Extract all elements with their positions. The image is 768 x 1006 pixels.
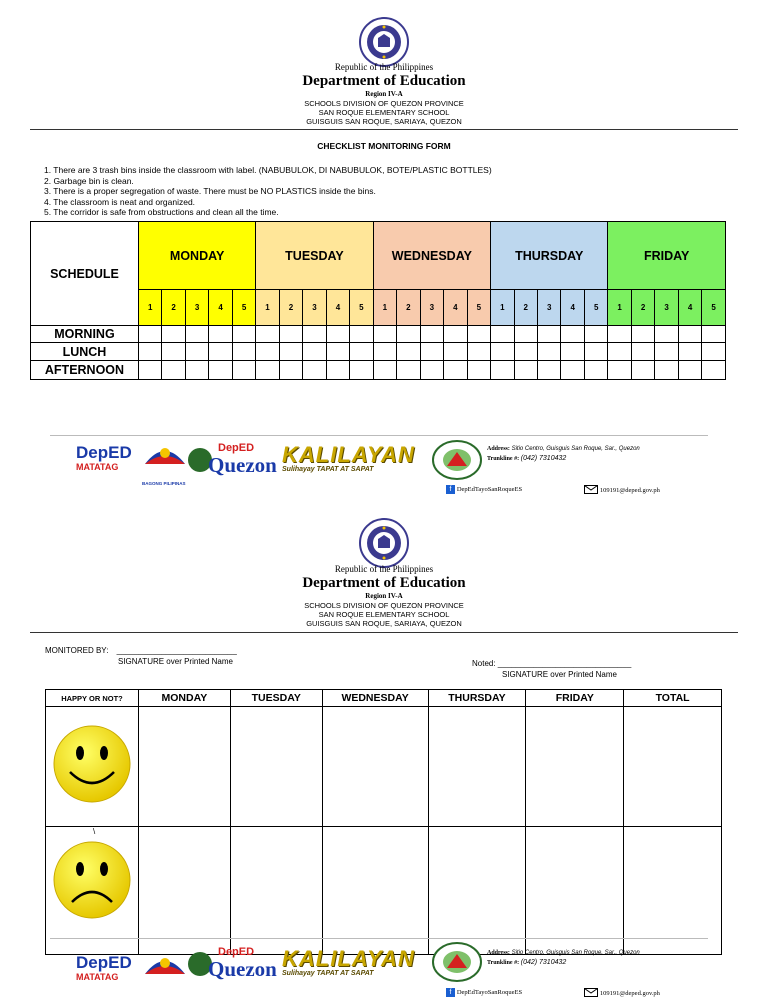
school-text: SAN ROQUE ELEMENTARY SCHOOL — [318, 610, 450, 619]
criterion-number: 4 — [326, 290, 349, 326]
check-cell[interactable] — [256, 361, 279, 380]
check-cell[interactable] — [444, 343, 467, 361]
criterion-number: 4 — [209, 290, 232, 326]
criterion-number: 5 — [350, 290, 373, 326]
email-address[interactable]: 109191@deped.gov.ph — [599, 990, 660, 998]
check-cell[interactable] — [162, 326, 185, 343]
criterion-number: 4 — [444, 290, 467, 326]
cell[interactable] — [428, 827, 526, 955]
check-cell[interactable] — [561, 361, 584, 380]
check-cell[interactable] — [397, 361, 420, 380]
criterion-number: 2 — [279, 290, 302, 326]
criteria-list — [44, 165, 492, 218]
check-cell[interactable] — [303, 361, 326, 380]
quezon-deped-text: DepED — [218, 442, 255, 454]
signature-line[interactable]: ______________________________ — [497, 659, 632, 668]
signature-line[interactable]: ___________________________ — [116, 646, 237, 655]
school-seal-icon — [432, 942, 482, 982]
check-cell[interactable] — [397, 326, 420, 343]
kalilayan-logo — [282, 444, 422, 473]
deped-matatag-logo — [76, 954, 134, 982]
row-morning — [31, 326, 726, 343]
criterion-number: 3 — [303, 290, 326, 326]
footer-address — [487, 445, 640, 464]
facebook-handle[interactable]: DepEdTayoSanRoqueES — [456, 989, 523, 997]
facebook-icon: f — [446, 988, 455, 997]
kalilayan-logo — [282, 948, 422, 977]
check-cell[interactable] — [631, 326, 654, 343]
schedule-label: SCHEDULE — [31, 222, 139, 326]
deped-seal — [359, 518, 409, 568]
cell[interactable] — [322, 707, 428, 827]
criterion-number: 1 — [608, 290, 631, 326]
day-wednesday: WEDNESDAY — [373, 222, 490, 290]
day-friday: FRIDAY — [608, 222, 726, 290]
form-title: CHECKLIST MONITORING FORM — [317, 141, 451, 151]
letterhead — [0, 564, 768, 628]
check-cell[interactable] — [514, 361, 537, 380]
criterion-number: 2 — [514, 290, 537, 326]
col-total: TOTAL — [624, 690, 722, 707]
check-cell[interactable] — [655, 326, 678, 343]
school-address: GUISGUIS SAN ROQUE, SARIAYA, QUEZON — [306, 117, 462, 126]
check-cell[interactable] — [655, 361, 678, 380]
trunkline-label: Trunkline #: — [487, 456, 520, 462]
cell[interactable] — [624, 707, 722, 827]
kalilayan-sub: Sulihayay TAPAT AT SAPAT — [282, 970, 374, 977]
bagong-text: BAGONG PILIPINAS — [142, 481, 186, 486]
row-label: LUNCH — [31, 343, 139, 361]
deped-quezon-logo — [188, 442, 277, 482]
criteria-item: 4. The classroom is neat and organized. — [44, 196, 196, 207]
check-cell[interactable] — [326, 361, 349, 380]
check-cell[interactable] — [538, 326, 561, 343]
check-cell[interactable] — [420, 343, 443, 361]
check-cell[interactable] — [232, 361, 255, 380]
check-cell[interactable] — [420, 361, 443, 380]
check-cell[interactable] — [584, 343, 607, 361]
check-cell[interactable] — [279, 326, 302, 343]
check-cell[interactable] — [514, 326, 537, 343]
department-title: Department of Education — [302, 73, 466, 89]
day-monday: MONDAY — [138, 222, 255, 290]
deped-seal — [359, 17, 409, 67]
check-cell[interactable] — [185, 326, 208, 343]
check-cell[interactable] — [678, 343, 701, 361]
mail-icon — [584, 988, 598, 999]
trunkline-label: Trunkline #: — [487, 960, 520, 966]
matatag-text: MATATAG — [76, 462, 119, 472]
facebook-handle[interactable]: DepEdTayoSanRoqueES — [456, 486, 523, 494]
check-cell[interactable] — [538, 361, 561, 380]
check-cell[interactable] — [538, 343, 561, 361]
header-rule — [30, 632, 738, 633]
address-value: Sitio Centro, Guisguis San Roque, Sar., Quezon — [511, 446, 640, 452]
col-tuesday: TUESDAY — [230, 690, 322, 707]
check-cell[interactable] — [561, 326, 584, 343]
cell[interactable] — [322, 827, 428, 955]
school-seal-icon — [432, 440, 482, 480]
check-cell[interactable] — [631, 361, 654, 380]
sad-face-icon — [52, 840, 132, 920]
criteria-item: 3. There is a proper segregation of waste. There must be NO PLASTICS inside the bins. — [44, 186, 376, 196]
check-cell[interactable] — [702, 361, 726, 380]
check-cell[interactable] — [584, 361, 607, 380]
cell[interactable] — [428, 707, 526, 827]
sad-face-cell — [46, 827, 139, 955]
check-cell[interactable] — [326, 343, 349, 361]
footer-logos — [0, 940, 768, 1006]
check-cell[interactable] — [678, 326, 701, 343]
check-cell[interactable] — [279, 343, 302, 361]
happy-table — [45, 689, 722, 955]
facebook-contact — [446, 485, 522, 494]
check-cell[interactable] — [209, 343, 232, 361]
deped-logo-text: DepED — [76, 953, 132, 972]
criterion-number: 2 — [162, 290, 185, 326]
check-cell[interactable] — [232, 326, 255, 343]
criteria-item: 1. There are 3 trash bins inside the classroom with label. (NABUBULOK, DI NABUBULOK, BOTE/PLASTIC BOTTLES) — [44, 165, 492, 175]
check-cell[interactable] — [444, 326, 467, 343]
email-address[interactable]: 109191@deped.gov.ph — [599, 487, 660, 495]
day-tuesday: TUESDAY — [256, 222, 373, 290]
check-cell[interactable] — [350, 343, 373, 361]
check-cell[interactable] — [631, 343, 654, 361]
address-label: Address: — [487, 446, 510, 452]
check-cell[interactable] — [608, 343, 631, 361]
bagong-pilipinas-logo — [142, 952, 188, 991]
criterion-number: 5 — [232, 290, 255, 326]
check-cell[interactable] — [162, 361, 185, 380]
check-cell[interactable] — [209, 361, 232, 380]
check-cell[interactable] — [514, 343, 537, 361]
check-cell[interactable] — [138, 326, 161, 343]
mail-icon — [584, 485, 598, 496]
division-text: SCHOOLS DIVISION OF QUEZON PROVINCE — [304, 601, 464, 610]
check-cell[interactable] — [702, 326, 726, 343]
check-cell[interactable] — [467, 326, 490, 343]
school-text: SAN ROQUE ELEMENTARY SCHOOL — [318, 108, 450, 117]
happy-row — [46, 707, 722, 827]
deped-matatag-logo — [76, 444, 134, 472]
col-happy: HAPPY OR NOT? — [46, 690, 139, 707]
criterion-number: 3 — [655, 290, 678, 326]
signature-caption: SIGNATURE over Printed Name — [502, 670, 617, 679]
footer-logos — [0, 438, 768, 498]
col-thursday: THURSDAY — [428, 690, 526, 707]
kalilayan-sub: Sulihayay TAPAT AT SAPAT — [282, 466, 374, 473]
cell[interactable] — [624, 827, 722, 955]
check-cell[interactable] — [162, 343, 185, 361]
cell[interactable] — [526, 827, 624, 955]
criterion-number: 4 — [678, 290, 701, 326]
check-cell[interactable] — [561, 343, 584, 361]
noted-label: Noted: — [472, 659, 498, 668]
monitored-by-label: MONITORED BY: — [45, 646, 109, 655]
criteria-item: 2. Garbage bin is clean. — [44, 175, 134, 186]
criterion-number: 1 — [256, 290, 279, 326]
check-cell[interactable] — [608, 326, 631, 343]
email-contact — [584, 988, 660, 999]
address-value: Sitio Centro, Guisguis San Roque, Sar., Quezon — [511, 950, 640, 956]
check-cell[interactable] — [491, 326, 514, 343]
deped-quezon-logo — [188, 946, 277, 986]
check-cell[interactable] — [303, 326, 326, 343]
footer-rule — [50, 435, 708, 436]
criterion-number: 3 — [420, 290, 443, 326]
criterion-number: 5 — [584, 290, 607, 326]
cell[interactable] — [230, 827, 322, 955]
criteria-item: 5. The corridor is safe from obstructions and clean all the time. — [44, 207, 279, 217]
check-cell[interactable] — [467, 361, 490, 380]
facebook-contact — [446, 988, 522, 997]
check-cell[interactable] — [138, 361, 161, 380]
criterion-number: 2 — [631, 290, 654, 326]
email-contact — [584, 485, 660, 496]
republic-text: Republic of the Philippines — [334, 62, 434, 72]
check-cell[interactable] — [397, 343, 420, 361]
monitored-by — [45, 645, 237, 667]
check-cell[interactable] — [232, 343, 255, 361]
check-cell[interactable] — [702, 343, 726, 361]
quezon-text: Quezon — [208, 453, 277, 477]
kalilayan-text: KALILAYAN — [282, 442, 415, 467]
check-cell[interactable] — [350, 326, 373, 343]
check-cell[interactable] — [491, 343, 514, 361]
col-friday: FRIDAY — [526, 690, 624, 707]
day-thursday: THURSDAY — [491, 222, 608, 290]
check-cell[interactable] — [326, 326, 349, 343]
sad-row — [46, 827, 722, 955]
check-cell[interactable] — [608, 361, 631, 380]
quezon-text: Quezon — [208, 957, 277, 981]
criterion-number: 1 — [138, 290, 161, 326]
criterion-number: 3 — [185, 290, 208, 326]
criterion-number: 2 — [397, 290, 420, 326]
matatag-text: MATATAG — [76, 972, 119, 982]
quezon-deped-text: DepED — [218, 946, 255, 958]
check-cell[interactable] — [678, 361, 701, 380]
check-cell[interactable] — [373, 361, 396, 380]
row-label: MORNING — [31, 326, 139, 343]
check-cell[interactable] — [350, 361, 373, 380]
department-title: Department of Education — [302, 575, 466, 591]
footer-address — [487, 949, 640, 968]
kalilayan-text: KALILAYAN — [282, 946, 415, 971]
footer-rule — [50, 938, 708, 939]
criterion-number: 4 — [561, 290, 584, 326]
region-text: Region IV-A — [365, 90, 403, 98]
republic-text: Republic of the Philippines — [334, 564, 434, 574]
check-cell[interactable] — [256, 326, 279, 343]
check-cell[interactable] — [584, 326, 607, 343]
criterion-number: 5 — [467, 290, 490, 326]
check-cell[interactable] — [467, 343, 490, 361]
deped-logo-text: DepED — [76, 443, 132, 462]
check-cell[interactable] — [209, 326, 232, 343]
header-rule — [30, 129, 738, 130]
trunkline-value: (042) 7310432 — [520, 455, 567, 462]
check-cell[interactable] — [138, 343, 161, 361]
row-label: AFTERNOON — [31, 361, 139, 380]
criterion-number: 3 — [538, 290, 561, 326]
criterion-number: 1 — [373, 290, 396, 326]
check-cell[interactable] — [185, 343, 208, 361]
noted-by — [472, 658, 631, 680]
criterion-number: 5 — [702, 290, 726, 326]
row-lunch — [31, 343, 726, 361]
check-cell[interactable] — [373, 326, 396, 343]
row-afternoon — [31, 361, 726, 380]
col-wednesday: WEDNESDAY — [322, 690, 428, 707]
check-cell[interactable] — [303, 343, 326, 361]
school-address: GUISGUIS SAN ROQUE, SARIAYA, QUEZON — [306, 619, 462, 628]
check-cell[interactable] — [491, 361, 514, 380]
happy-face-icon — [52, 724, 132, 804]
check-cell[interactable] — [420, 326, 443, 343]
address-label: Address: — [487, 950, 510, 956]
division-text: SCHOOLS DIVISION OF QUEZON PROVINCE — [304, 99, 464, 108]
cell[interactable] — [526, 707, 624, 827]
cell[interactable] — [230, 707, 322, 827]
backslash-mark: \ — [93, 827, 96, 836]
region-text: Region IV-A — [365, 592, 403, 600]
trunkline-value: (042) 7310432 — [520, 959, 567, 966]
criterion-number: 1 — [491, 290, 514, 326]
col-monday: MONDAY — [138, 690, 230, 707]
check-cell[interactable] — [256, 343, 279, 361]
happy-face-cell — [46, 707, 139, 827]
check-cell[interactable] — [185, 361, 208, 380]
check-cell[interactable] — [373, 343, 396, 361]
schedule-table — [30, 221, 726, 380]
cell[interactable] — [138, 707, 230, 827]
bagong-pilipinas-logo — [142, 442, 188, 486]
check-cell[interactable] — [444, 361, 467, 380]
facebook-icon: f — [446, 485, 455, 494]
check-cell[interactable] — [655, 343, 678, 361]
letterhead — [0, 62, 768, 126]
cell[interactable] — [138, 827, 230, 955]
signature-caption: SIGNATURE over Printed Name — [118, 657, 233, 666]
check-cell[interactable] — [279, 361, 302, 380]
